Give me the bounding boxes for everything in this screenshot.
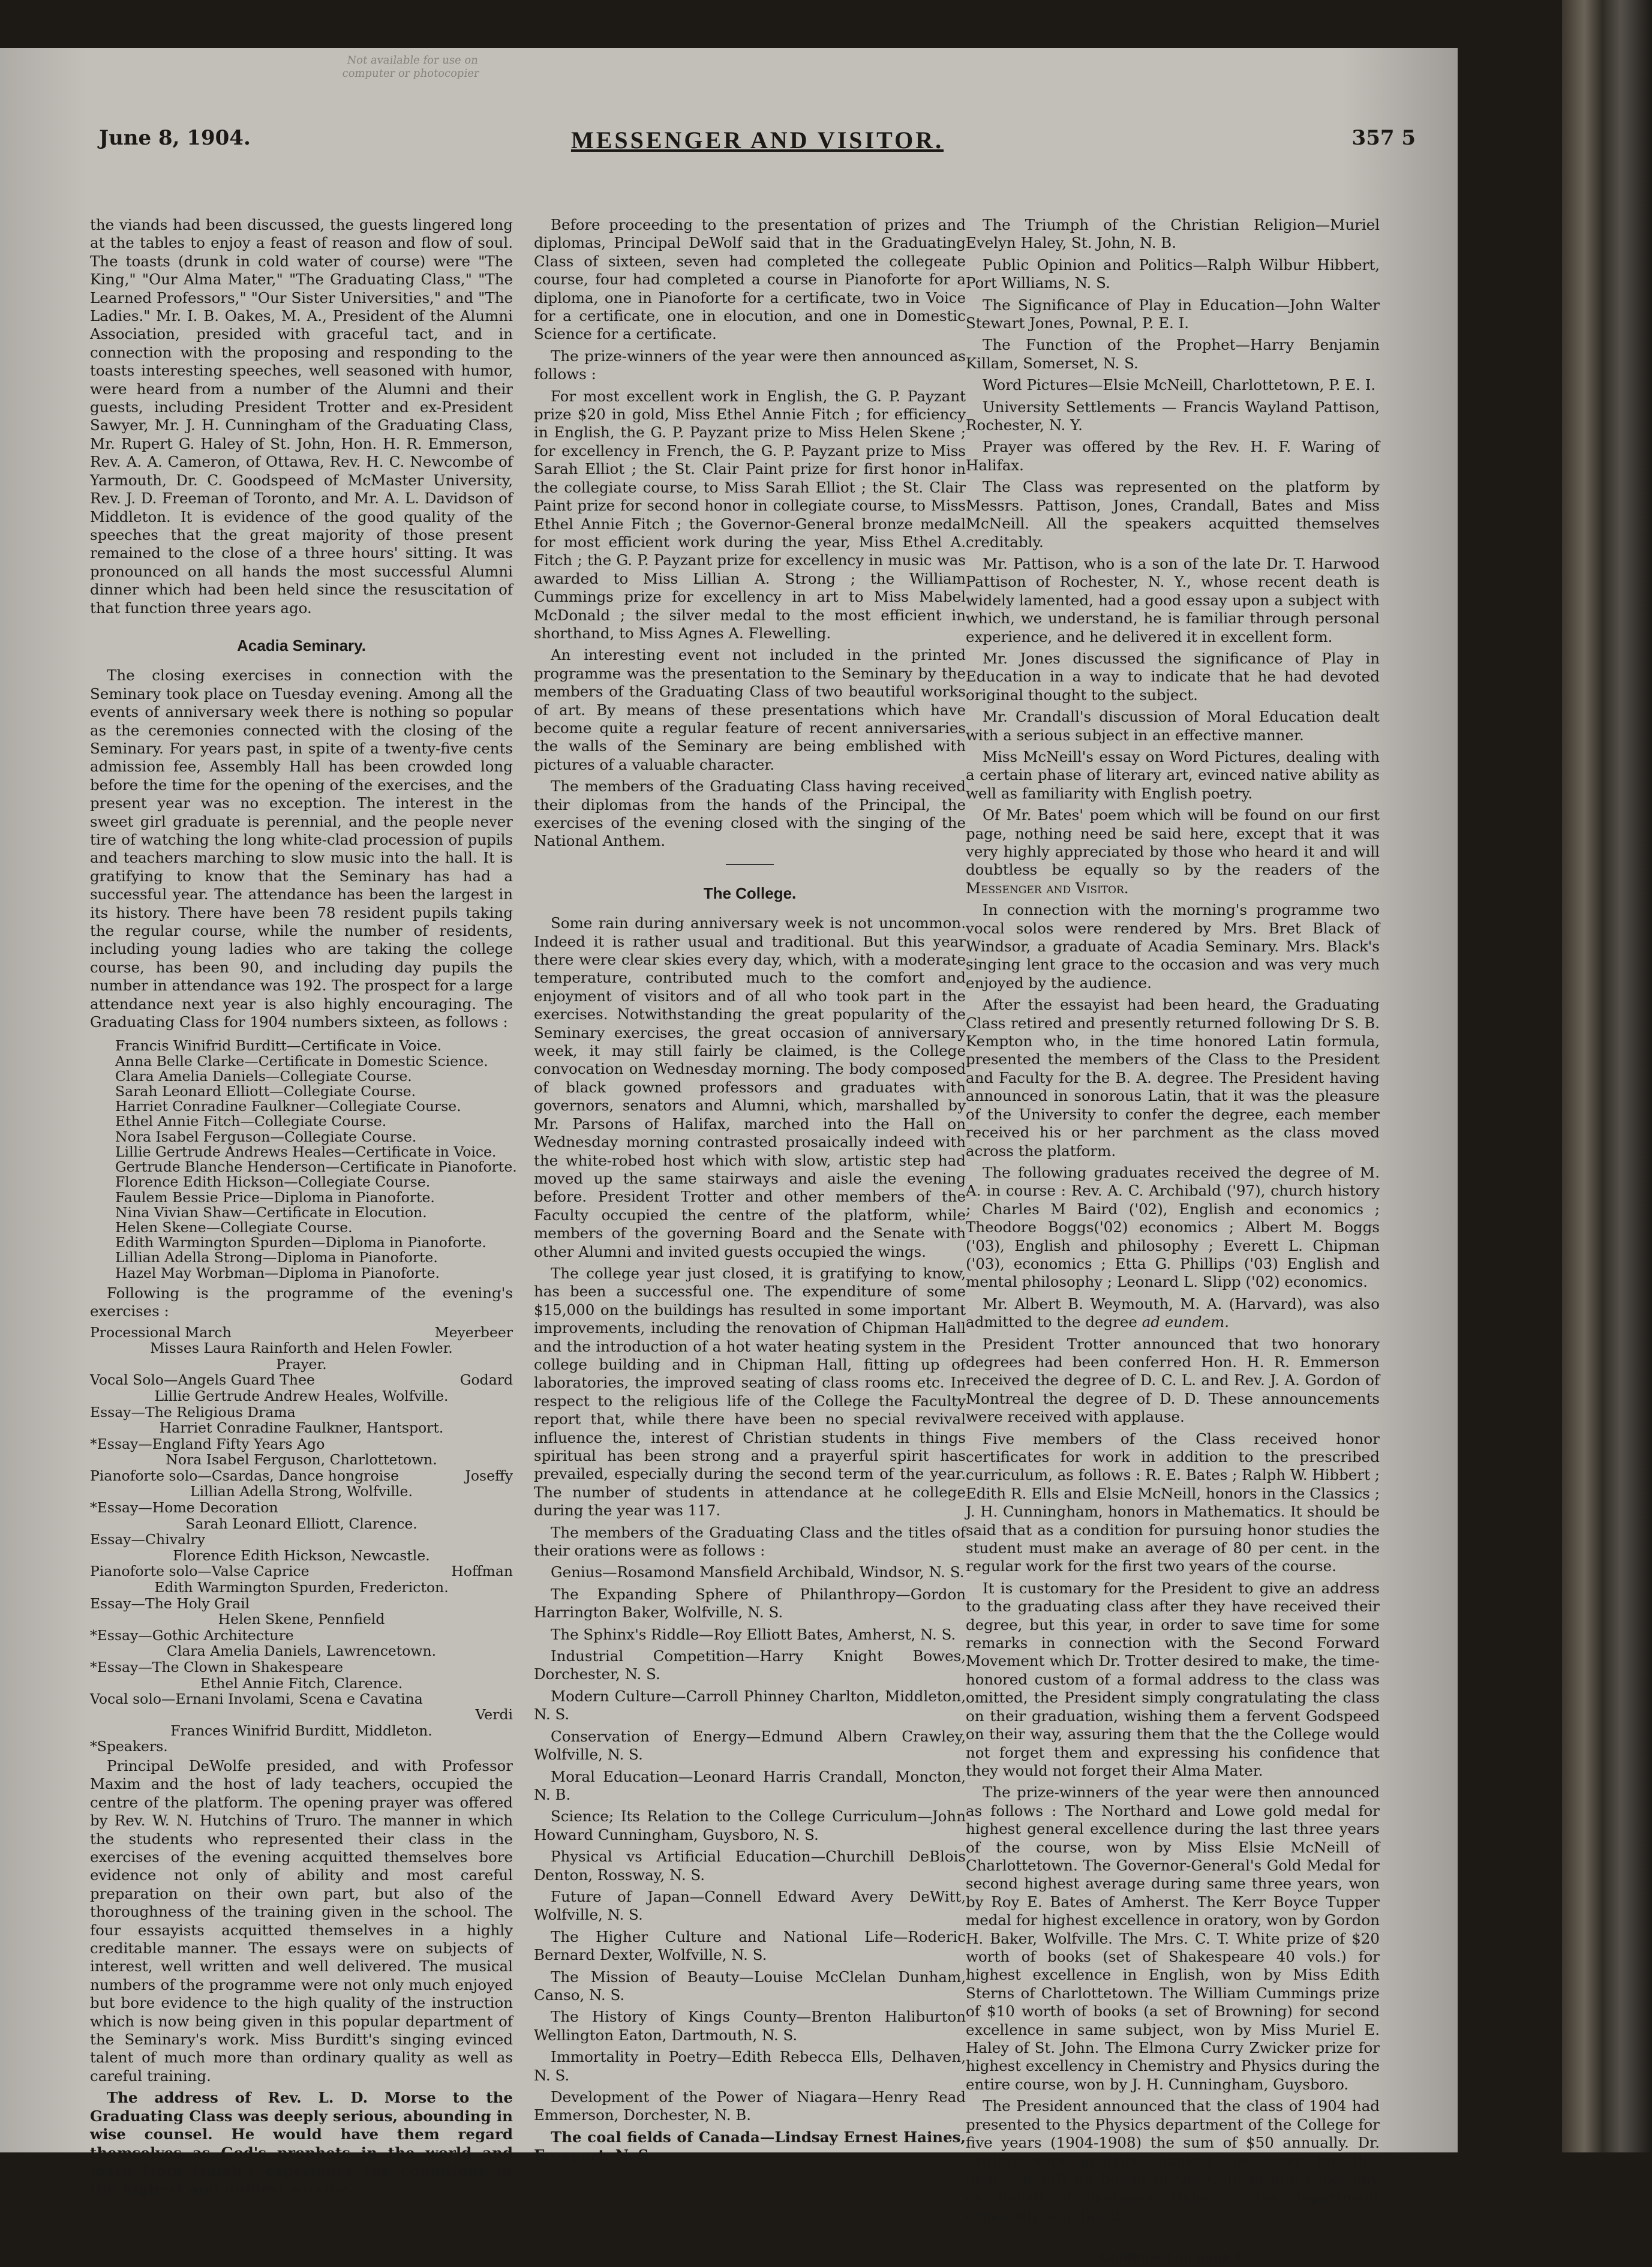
oration-item: Moral Education—Leonard Harris Crandall, Moncton, N. B. xyxy=(534,1767,966,1803)
graduating-class-list xyxy=(115,1037,517,1281)
programme-performer: Nora Isabel Ferguson, Charlottetown. xyxy=(166,1451,437,1469)
list-item: Faulem Bessie Price—Diploma in Pianoforte. xyxy=(115,1188,435,1206)
programme-row: *Essay—Home Decoration xyxy=(90,1499,278,1517)
programme-performer: Lillie Gertrude Andrew Heales, Wolfville. xyxy=(154,1387,449,1404)
list-item: Lillian Adella Strong—Diploma in Pianoforte. xyxy=(115,1249,438,1266)
pattison-paragraph: Mr. Pattison, who is a son of the late Dr. T. Harwood Pattison of Rochester, N. Y., whose recent death is widely lamented, had a good essay upon a subject with which, we understand, he is familiar through personal experience, and he delivered it in excellent form. xyxy=(966,554,1380,645)
programme-performer: Misses Laura Rainforth and Helen Fowler. xyxy=(150,1340,453,1357)
prayer-paragraph: Prayer was offered by the Rev. H. F. Waring of Halifax. xyxy=(966,438,1380,474)
column-1 xyxy=(90,216,517,2202)
oration-item: Word Pictures—Elsie McNeill, Charlottetown, P. E. I. xyxy=(983,376,1376,394)
college-paragraph: Some rain during anniversary week is not uncommon. Indeed it is rather usual and traditional. But this year there were clear skies every day, which, with a moderate temperature, contributed much to the comfort and enjoyment of visitors and of all who took part in the exercises. Notwithstanding the great popularity of the Seminary exercises, the great occasion of anniversary week, it may still fairly be claimed, is the College convocation on Wednesday morning. The body composed of black gowned professors and graduates with governors, senators and Alumni, which, marshalled by Mr. Parsons of Halifax, marched into the Hall on Wednesday morning contrasted prosaically indeed with the white-robed host which with slow, artistic step had moved up the same stairways and aisle the evening before. President Trotter and other members of the Faculty occupied the centre of the platform, while members of the governing Board and the Senate with other Alumni and invited guests occupied the wings. xyxy=(534,914,966,1260)
list-item: Gertrude Blanche Henderson—Certificate in Pianoforte. xyxy=(115,1158,517,1176)
book-spine xyxy=(1562,0,1652,2152)
college-prizes-paragraph: The prize-winners of the year were then announced as follows : The Northard and Lowe gold medal for highest general excellence during the last three years of the course, won by Miss Elsie McNeill of Charlottetown. The Governor-General's Gold Medal for second highest average during same three years, won by Roy E. Bates of Amherst. The Kerr Boyce Tupper medal for highest excellence in oratory, won by Gordon H. Baker, Wolfville. The Mrs. C. T. White prize of $20 worth of books (set of Shakespeare 40 vols.) for highest excellence in English, won by Miss Edith Sterns of Charlottetown. The William Cummings prize of $10 worth of books (a set of Browning) for second excellence in same subject, won by Miss Muriel E. Haley of St. John. The Elmona Curry Zwicker prize for highest excellency in Chemistry and Physics during the entire course, won by J. H. Cunningham, Guysboro. xyxy=(966,1783,1380,2093)
oration-item: Development of the Power of Niagara—Henry Read Emmerson, Dorchester, N. B. xyxy=(534,2088,966,2124)
diplomas-paragraph: Before proceeding to the presentation of prizes and diplomas, Principal DeWolf said that in the Graduating Class of sixteen, seven had completed the collegeate course, four had completed a course in Pianoforte for a diploma, one in Pianoforte for a certificate, two in Voice for a certificate, one in elocution, and one in Domestic Science for a certificate. xyxy=(534,216,966,343)
jones-paragraph: Mr. Jones discussed the significance of Play in Education in a way to indicate that he had devoted original thought to the subject. xyxy=(966,649,1380,704)
seminary-prizes-paragraph: For most excellent work in English, the G. P. Payzant prize $20 in gold, Miss Ethel Annie Fitch ; for efficiency in English, the G. P. Payzant prize to Miss Helen Skene ; for excellency in French, the G. P. Payzant prize to Miss Sarah Elliot ; the St. Clair Paint prize for first honor in the collegiate course, to Miss Sarah Elliot ; the St. Clair Paint prize for second honor in collegiate course, to Miss Ethel Annie Fitch ; the Governor-General bronze medal for most efficient work during the year, Miss Ethel A. Fitch ; the G. P. Payzant prize for excellency in music was awarded to Miss Lillian A. Strong ; the William Cummings prize for excellency in art to Miss Mabel McDonald ; the silver medal to the most efficient in shorthand, to Miss Agnes A. Flewelling. xyxy=(534,387,966,642)
programme-row: *Essay—England Fifty Years Ago xyxy=(90,1435,325,1452)
programme-row: Pianoforte solo—Csardas, Dance hongroise Joseffy xyxy=(90,1467,513,1484)
orations-intro: The members of the Graduating Class and the titles of their orations were as follows : xyxy=(534,1523,966,1560)
honorary-degrees-paragraph: President Trotter announced that two honorary degrees had been conferred Hon. H. R. Emmerson received the degree of D. C. L. and Rev. J. A. Gordon of Montreal the degree of D. D. These announcements were received with applause. xyxy=(966,1335,1380,1426)
honor-certificates-paragraph: Five members of the Class received honor certificates for work in addition to the prescribed curriculum, as follows : R. E. Bates ; Ralph W. Hibbert ; Edith R. Ells and Elsie McNeill, honors in the Classics ; J. H. Cunningham, honors in Mathematics. It should be said that as a condition for pursuing honor studies the student must make an average of 80 per cent. in the regular work for the first two years of the course. xyxy=(966,1430,1380,1575)
programme-performer: Ethel Annie Fitch, Clarence. xyxy=(200,1674,403,1692)
class-represented-paragraph: The Class was represented on the platform by Messrs. Pattison, Jones, Crandall, Bates and Miss McNeill. All the speakers acquitted themselves creditably. xyxy=(966,478,1380,551)
programme-performer: Florence Edith Hickson, Newcastle. xyxy=(173,1547,430,1564)
anthem-paragraph: The members of the Graduating Class having received their diplomas from the hands of the Principal, the exercises of the evening closed with the singing of the National Anthem. xyxy=(534,777,966,850)
list-item: Florence Edith Hickson—Collegiate Course. xyxy=(115,1173,431,1191)
list-item: Clara Amelia Daniels—Collegiate Course. xyxy=(115,1067,412,1085)
vocal-solos-paragraph: In connection with the morning's programme two vocal solos were rendered by Mrs. Bret Black of Windsor, a graduate of Acadia Seminary. Mrs. Black's singing lent grace to the occasion and was very much enjoyed by the audience. xyxy=(966,901,1380,992)
oration-item: The History of Kings County—Brenton Haliburton Wellington Eaton, Dartmouth, N. S. xyxy=(534,2008,966,2044)
programme-performer: Edith Warmington Spurden, Fredericton. xyxy=(154,1579,449,1596)
programme-prayer: Prayer. xyxy=(276,1355,327,1373)
oration-item: Public Opinion and Politics—Ralph Wilbur Hibbert, Port Williams, N. S. xyxy=(966,256,1380,292)
oration-item: Physical vs Artificial Education—Churchill DeBlois Denton, Rossway, N. S. xyxy=(534,1848,966,1884)
archive-stamp: Not available for use on computer or photocopier xyxy=(341,54,480,80)
oration-item: The Triumph of the Christian Religion—Muriel Evelyn Haley, St. John, N. B. xyxy=(966,216,1380,252)
evening-programme xyxy=(90,1325,513,1755)
oration-item: Future of Japan—Connell Edward Avery DeWitt, Wolfville, N. S. xyxy=(534,1887,966,1924)
list-item: Edith Warmington Spurden—Diploma in Pianoforte. xyxy=(115,1234,486,1251)
programme-performer: Clara Amelia Daniels, Lawrencetown. xyxy=(166,1643,437,1660)
list-item: Helen Skene—Collegiate Course. xyxy=(115,1218,353,1236)
oration-item: The Mission of Beauty—Louise McClelan Dunham, Canso, N. S. xyxy=(534,1968,966,2004)
ma-degrees-paragraph: The following graduates received the degree of M. A. in course : Rev. A. C. Archibald ('97), church history ; Charles M Baird ('02), English and economics ; Theodore Boggs('02) economics ; Albert M. Boggs ('03), English and philosophy ; Everett L. Chipman ('03), economics ; Etta G. Phillips ('03) English and mental philosophy ; Leonard L. Slipp ('02) economics. xyxy=(966,1163,1380,1291)
programme-performer: Helen Skene, Pennfield xyxy=(218,1611,385,1628)
section-divider xyxy=(726,864,774,865)
programme-row: Pianoforte solo—Valse Caprice Hoffman xyxy=(90,1563,513,1580)
oration-item: Industrial Competition—Harry Knight Bowes, Dorchester, N. S. xyxy=(534,1647,966,1683)
programme-row: Essay—Chivalry xyxy=(90,1531,206,1548)
programme-performer: Sarah Leonard Elliott, Clarence. xyxy=(185,1515,417,1532)
presentation-paragraph: An interesting event not included in the printed programme was the presentation to the Seminary by the members of the Graduating Class of two beautiful works of art. By means of these presentations which have become quite a regular feature of recent anniversaries the walls of the Seminary are being emblished with pictures of a valuable character. xyxy=(534,646,966,773)
issue-date: June 8, 1904. xyxy=(99,126,251,150)
prize-intro: The prize-winners of the year were then announced as follows : xyxy=(534,347,966,383)
programme-row: *Essay—Gothic Architecture xyxy=(90,1626,294,1644)
list-item: Anna Belle Clarke—Certificate in Domestic Science. xyxy=(115,1052,488,1070)
oration-item: The coal fields of Canada—Lindsay Ernest Haines, Freeport, N. S. xyxy=(534,2128,966,2164)
seminary-closing-paragraph: Principal DeWolfe presided, and with Professor Maxim and the host of lady teachers, occupied the centre of the platform. The opening prayer was offered by Rev. W. N. Hutchins of Truro. The manner in which the students who represented their class in the exercises of the evening acquitted themselves bore evidence not only of ability and most careful preparation on their own part, but also of the thoroughness of the training given in the school. The four essayists acquitted themselves in a highly creditable manner. The essays were on subjects of interest, well written and well delivered. The musical numbers of the programme were not only much enjoyed but bore evidence to the high quality of the instruction which is now being given in this popular department of the Seminary's work. Miss Burditt's singing evinced talent of much more than ordinary quality as well as careful training. xyxy=(90,1756,513,2085)
list-item: Sarah Leonard Elliott—Collegiate Course. xyxy=(115,1083,416,1100)
page-number: 357 5 xyxy=(1351,126,1416,150)
newspaper-page xyxy=(0,48,1458,2266)
programme-row: Vocal Solo—Angels Guard Thee Godard xyxy=(90,1371,513,1389)
mcneill-paragraph: Miss McNeill's essay on Word Pictures, dealing with a certain phase of literary art, evinced native ability as well as familiarity with English poetry. xyxy=(966,747,1380,802)
oration-item: Immortality in Poetry—Edith Rebecca Ells, Delhaven, N. S. xyxy=(534,2048,966,2084)
seminary-paragraph: The closing exercises in connection with the Seminary took place on Tuesday evening. Among all the events of anniversary week there is nothing so popular as the ceremonies connected with the closing of the Seminary. For years past, in spite of a twenty-five cents admission fee, Assembly Hall has been crowded long before the time for the opening of the exercises, and the present year was no exception. The interest in the sweet girl graduate is perennial, and the people never tire of watching the long white-clad procession of pupils and teachers marching to slow music into the hall. It is gratifying to know that the Seminary has had a successful year. The attendance has been the largest in its history. There have been 78 resident pupils taking the regular course, while the number of residents, including young ladies who are taking the college course, has been 90, and including day pupils the number in attendance was 192. The prospect for a large attendance next year is also highly encouraging. The Graduating Class for 1904 numbers sixteen, as follows : xyxy=(90,666,513,1031)
page-header xyxy=(99,126,1416,162)
list-item: Nora Isabel Ferguson—Collegiate Course. xyxy=(115,1128,417,1145)
degree-ceremony-paragraph: After the essayist had been heard, the Graduating Class retired and presently returned following Dr S. B. Kempton who, in the time honored Latin formula, presented the members of the Class to the President and Faculty for the B. A. degree. The President having announced in sonorous Latin, that it was the pleasure of the University to confer the degree, each member received his or her parchment as the class moved across the platform. xyxy=(966,996,1380,1160)
list-item: Ethel Annie Fitch—Collegiate Course. xyxy=(115,1113,387,1130)
oration-item: Genius—Rosamond Mansfield Archibald, Windsor, N. S. xyxy=(551,1563,965,1581)
bates-poem-paragraph: Of Mr. Bates' poem which will be found on our first page, nothing need be said here, except that it was very highly appreciated by those who heard it and will doubtless be equally so by the readers of the Messenger and Visitor. xyxy=(966,806,1380,897)
programme-row: *Essay—The Clown in Shakespeare xyxy=(90,1659,344,1676)
column-3 xyxy=(966,216,1380,2267)
morse-address-paragraph: The address of Rev. L. D. Morse to the Graduating Class was deeply serious, abounding in wise counsel. He would have them regard themselves as God's prophets in the world and learn from Isaiah's experience the conditions of the highest and noblest service. xyxy=(90,2089,513,2198)
oration-item: The Expanding Sphere of Philanthropy—Gordon Harrington Baker, Wolfville, N. S. xyxy=(534,1585,966,1622)
oration-item: The Higher Culture and National Life—Roderic Bernard Dexter, Wolfville, N. S. xyxy=(534,1927,966,1964)
programme-performer: Harriet Conradine Faulkner, Hantsport. xyxy=(159,1419,444,1437)
masthead-title: MESSENGER AND VISITOR. xyxy=(570,127,944,154)
programme-performer: Lillian Adella Strong, Wolfville. xyxy=(190,1483,413,1500)
programme-row: Vocal solo—Ernani Involami, Scena e Cavatina Verdi xyxy=(90,1691,513,1723)
president-address-paragraph: It is customary for the President to give an address to the graduating class after they have received their degree, but this year, in order to save time for some remarks in connection with the Second Forward Movement which Dr. Trotter desired to make, the time-honored custom of a formal address to the class was omitted, the President simply congratulating the class on their graduation, wishing them a fervent Godspeed on their way, assuring them that the the College would not forget them and expressing his confidence that they would not forget their Alma Mater. xyxy=(966,1579,1380,1779)
publication-name: Messenger and Visitor. xyxy=(966,879,1129,897)
continued-note[interactable]: Continued on page 8. xyxy=(1100,2250,1246,2266)
list-item: Nina Vivian Shaw—Certificate in Elocution. xyxy=(115,1203,427,1221)
oration-item: Modern Culture—Carroll Phinney Charlton, Middleton, N. S. xyxy=(534,1687,966,1723)
programme-row: Processional March Meyerbeer xyxy=(90,1323,513,1341)
programme-row: Essay—The Holy Grail xyxy=(90,1595,250,1612)
oration-item: University Settlements — Francis Wayland Pattison, Rochester, N. Y. xyxy=(966,398,1380,434)
section-heading-seminary: Acadia Seminary. xyxy=(237,636,366,654)
list-item: Lillie Gertrude Andrews Heales—Certificate in Voice. xyxy=(115,1143,497,1160)
list-item: Francis Winifrid Burditt—Certificate in Voice. xyxy=(115,1037,442,1055)
section-heading-college: The College. xyxy=(703,884,797,902)
oration-item: Conservation of Energy—Edmund Albern Crawley, Wolfville, N. S. xyxy=(534,1727,966,1764)
oration-item: Science; Its Relation to the College Curriculum—John Howard Cunningham, Guysboro, N. S. xyxy=(534,1807,966,1843)
college-year-paragraph: The college year just closed, it is gratifying to know, has been a successful one. The expenditure of some $15,000 on the buildings has resulted in some important improvements, including the renovation of Chipman Hall and the introduction of a hot water heating system in the college building and in Chipman Hall, fitting up of laboratories, the improved seating of class rooms etc. In respect to the religious life of the College the Faculty report that, while there have been no special revival influence the, interest of Christian students in things spiritual has been strong and a prayerful spirit has prevailed, especially during the second term of the year. The number of students in attendance at he college during the year was 117. xyxy=(534,1264,966,1520)
oration-item: The Significance of Play in Education—John Walter Stewart Jones, Pownal, P. E. I. xyxy=(966,296,1380,332)
speakers-note: *Speakers. xyxy=(90,1738,168,1755)
programme-performer: Frances Winifrid Burditt, Middleton. xyxy=(170,1722,432,1739)
alumni-dinner-paragraph: the viands had been discussed, the guests lingered long at the tables to enjoy a feast of reason and flow of soul. The toasts (drunk in cold water of course) were "The King," "Our Alma Mater," "The Graduating Class," "The Learned Professors," "Our Sister Universities," and "The Ladies." Mr. I. B. Oakes, M. A., President of the Alumni Association, presided with graceful tact, and in connection with the proposing and responding to the toasts interesting speeches, well seasoned with humor, were heard from a number of the Alumni and their guests, including President Trotter and ex-President Sawyer, Mr. J. H. Cunningham of the Graduating Class, Mr. Rupert G. Haley of St. John, Hon. H. R. Emmerson, Rev. A. A. Cameron, of Ottawa, Rev. H. C. Newcombe of Yarmouth, Dr. C. Goodspeed of McMaster University, Rev. J. D. Freeman of Toronto, and Mr. A. L. Davidson of Middleton. It is evidence of the good quality of the speeches that the great majority of those present remained to the close of a three hours' sitting. It was pronounced on all hands the most successful Alumni dinner which had been held since the resuscitation of that function three years ago. xyxy=(90,216,513,617)
programme-intro: Following is the programme of the evening's exercises : xyxy=(90,1284,513,1320)
list-item: Hazel May Worbman—Diploma in Pianoforte. xyxy=(115,1264,440,1281)
weymouth-paragraph: Mr. Albert B. Weymouth, M. A. (Harvard), was also admitted to the degree ad eundem. xyxy=(966,1295,1380,1331)
column-2 xyxy=(534,216,966,2169)
list-item: Harriet Conradine Faulkner—Collegiate Course. xyxy=(115,1098,461,1115)
oration-item: The Function of the Prophet—Harry Benjamin Killam, Somerset, N. S. xyxy=(966,336,1380,372)
programme-row: Essay—The Religious Drama xyxy=(90,1403,296,1421)
class-gift-paragraph: The President announced that the class of 1904 had presented to the Physics department of the College for five years (1904-1908) the sum of $50 annually. Dr. Trotter very heartily thanked the class for this generous gift on behalf of the College and especially on behalf of Professor Haley of the department especially benefitted. xyxy=(966,2097,1380,2224)
oration-item: The Sphinx's Riddle—Roy Elliott Bates, Amherst, N. S. xyxy=(551,1625,956,1643)
crandall-paragraph: Mr. Crandall's discussion of Moral Education dealt with a serious subject in an effective manner. xyxy=(966,708,1380,744)
